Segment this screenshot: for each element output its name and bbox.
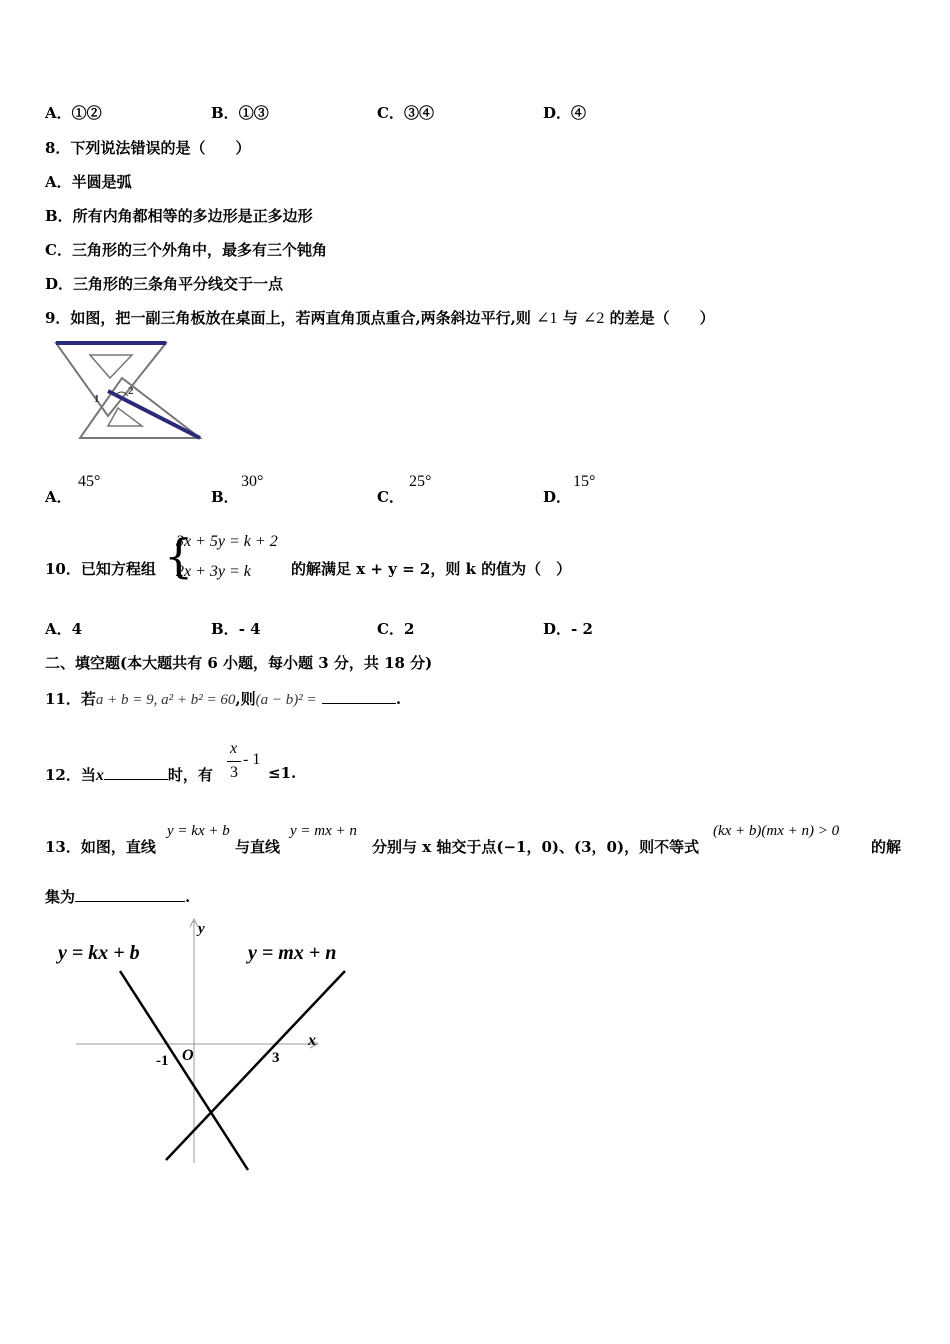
q12-numerator: x [230,740,238,757]
q10-eq1: 3x + 5y = k + 2 [176,533,278,550]
line-mx-plus-n [166,971,345,1160]
q9-triangle-figure [50,338,210,448]
q10-suffix: 的解满足 x + y = 2，则 k 的值为（ ） [291,560,572,578]
q11-expression: (a − b)² = [255,692,317,708]
section2-title: 二、填空题(本大题共有 6 小题，每小题 3 分，共 18 分) [45,654,433,672]
q9-stem: 9．如图，把一副三角板放在桌面上，若两直角顶点重合,两条斜边平行,则 ∠1 与 ∠2 的差是（ ） [45,309,715,327]
q12-denominator: 3 [230,764,238,781]
q13-inequality: (kx + b)(mx + n) > 0 [713,823,840,839]
q9-angle1: ∠1 [536,310,558,327]
q10-option-d: D．- 2 [543,620,593,638]
q9-option-c: C． [377,488,404,506]
q13-prefix: 13．如图，直线 [45,838,156,856]
q8-option-a: A．半圆是弧 [45,173,132,191]
q13-tick-3: 3 [272,1050,280,1066]
q11-answer-blank[interactable] [322,689,396,704]
q13-conn: 与直线 [235,838,281,856]
q9-value-b: 30° [241,473,264,490]
q13-axis-y: y [198,921,205,937]
q12-answer-blank[interactable] [104,765,168,780]
q9-figure-label-1: 1 [94,393,100,405]
q13-line1: y = kx + b [167,823,230,839]
q10-option-c: C．2 [377,620,415,638]
q12-end: ≤1. [268,764,297,782]
q9-figure-label-2: 2 [128,385,134,397]
q12-line: 12．当x 时，有 [45,766,213,784]
q8-option-d: D．三角形的三条角平分线交于一点 [45,275,284,293]
q13-second-line: 集为 . [45,888,191,906]
q10-system-brace: { [164,529,194,583]
q10-option-a: A．4 [45,620,83,638]
q13-tick-neg1: -1 [156,1053,169,1069]
q13-label-line1: y = kx + b [58,942,140,964]
q13-line2: y = mx + n [290,823,357,839]
q11-line: 11．若a + b = 9, a² + b² = 60,则(a − b)² = . [45,690,402,708]
q12-minus-one: - 1 [243,751,261,768]
q9-value-a: 45° [78,473,101,490]
q10-option-b: B．- 4 [211,620,261,638]
q8-option-c: C．三角形的三个外角中，最多有三个钝角 [45,241,327,259]
q7-option-b: B．①③ [211,104,269,122]
q12-var: x [95,767,104,784]
q13-axis-x: x [308,1032,316,1049]
q7-option-c: C．③④ [377,104,434,122]
q9-option-d: D． [543,488,572,506]
q13-middle: 分别与 x 轴交于点(−1，0)、(3，0)，则不等式 [372,838,700,856]
q8-stem: 8．下列说法错误的是（ ） [45,139,251,157]
q9-value-c: 25° [409,473,432,490]
q7-option-d: D．④ [543,104,587,122]
q10-eq2: 2x + 3y = k [176,563,251,580]
q7-option-a: A．①② [45,104,102,122]
q9-value-d: 15° [573,473,596,490]
q12-fraction-bar [227,761,241,762]
q13-graph-figure [50,915,350,1175]
q8-option-b: B．所有内角都相等的多边形是正多边形 [45,207,313,225]
q11-condition: a + b = 9, a² + b² = 60 [95,692,236,708]
q9-option-b: B． [211,488,239,506]
q13-answer-blank[interactable] [75,887,185,902]
q10-prefix: 10．已知方程组 [45,560,156,578]
q13-suffix: 的解 [871,838,902,856]
q9-option-a: A． [45,488,72,506]
q13-origin: O [182,1047,194,1064]
q9-angle2: ∠2 [583,310,605,327]
q13-label-line2: y = mx + n [248,942,337,964]
